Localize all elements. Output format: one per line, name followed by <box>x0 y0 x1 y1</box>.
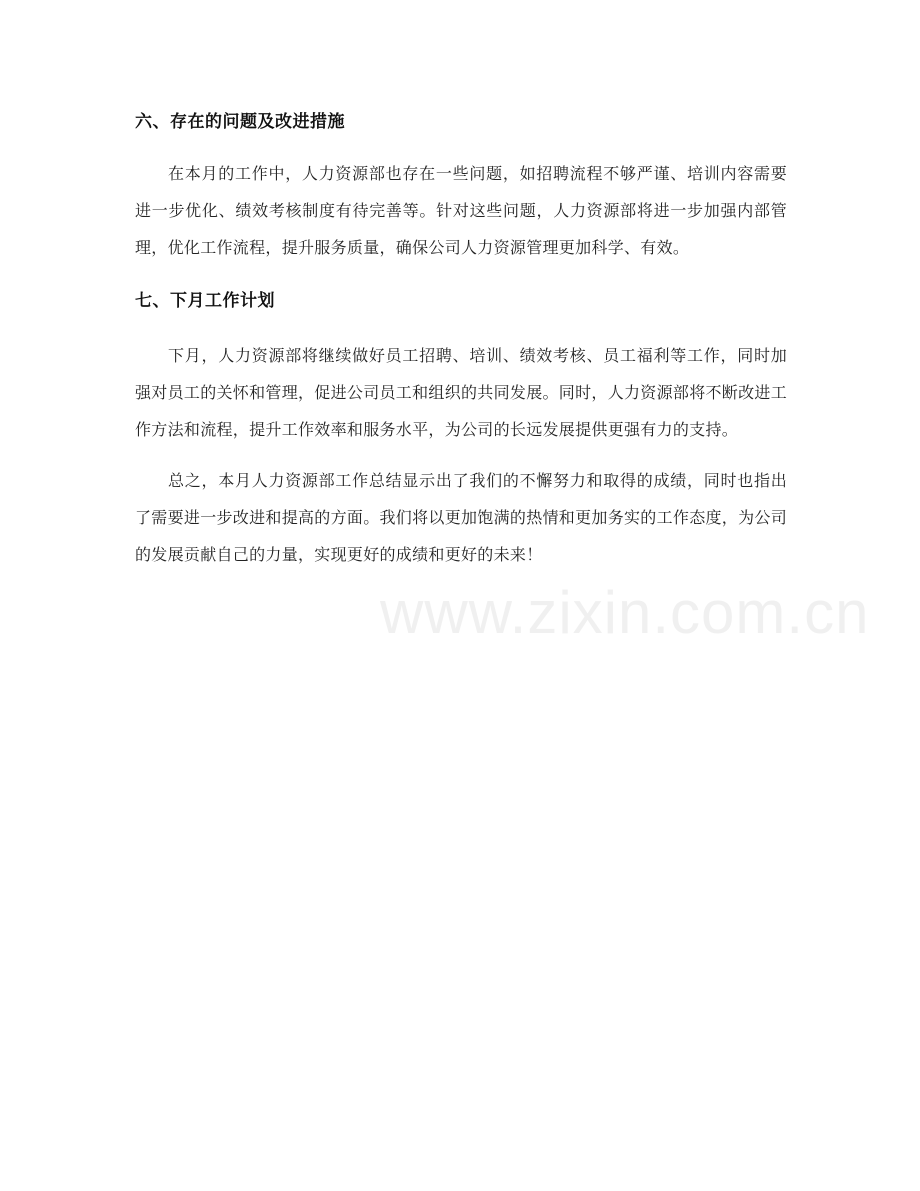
section-heading-next-month-plan: 七、下月工作计划 <box>135 291 275 311</box>
paragraph-problems: 在本月的工作中，人力资源部也存在一些问题，如招聘流程不够严谨、培训内容需要进一步优化、绩效考核制度有待完善等。针对这些问题，人力资源部将进一步加强内部管理，优化工作流程，提升服务质量，确保公司人力资源管理更加科学、有效。 <box>135 164 787 257</box>
watermark: www.zixin.com.cn <box>380 579 870 646</box>
section-heading-problems: 六、存在的问题及改进措施 <box>135 112 345 132</box>
paragraph-summary: 总之，本月人力资源部工作总结显示出了我们的不懈努力和取得的成绩，同时也指出了需要进一步改进和提高的方面。我们将以更加饱满的热情和更加务实的工作态度，为公司的发展贡献自己的力量，实现更好的成绩和更好的未来！ <box>135 471 788 564</box>
paragraph-next-month-plan: 下月，人力资源部将继续做好员工招聘、培训、绩效考核、员工福利等工作，同时加强对员工的关怀和管理，促进公司员工和组织的共同发展。同时，人力资源部将不断改进工作方法和流程，提升工作效率和服务水平，为公司的长远发展提供更强有力的支持。 <box>135 346 788 439</box>
document-body <box>135 107 787 573</box>
